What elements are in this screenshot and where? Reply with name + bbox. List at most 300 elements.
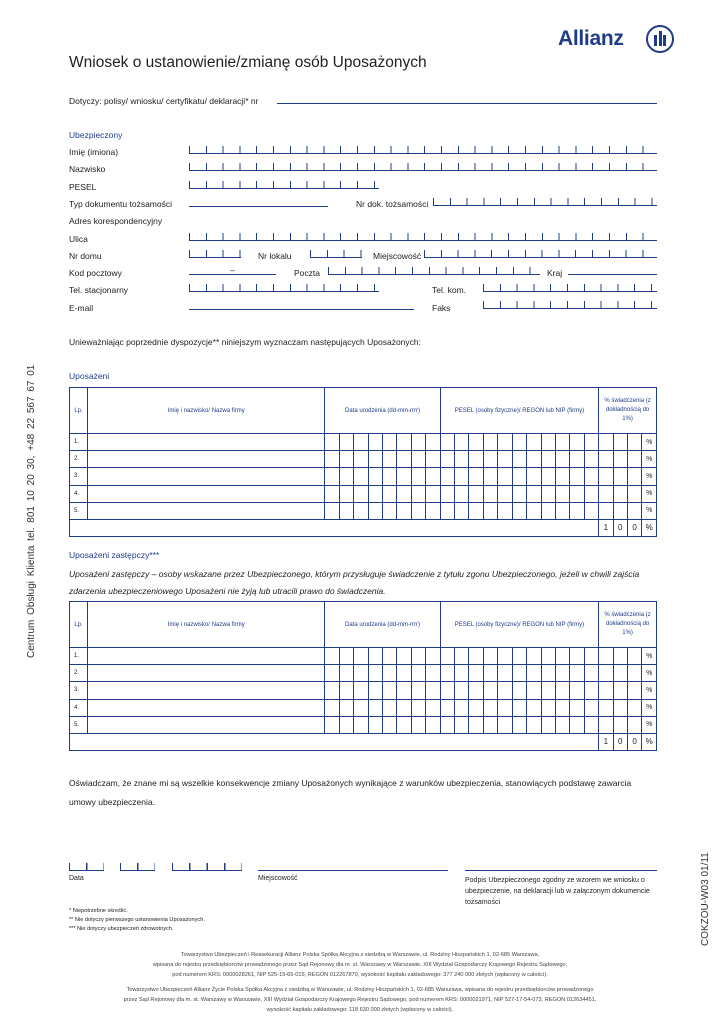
name-cell[interactable] bbox=[88, 648, 325, 665]
landline-field[interactable] bbox=[189, 284, 379, 292]
dob-digit-cell[interactable] bbox=[325, 502, 339, 519]
pesel-digit-cell[interactable] bbox=[440, 665, 454, 682]
pesel-digit-cell[interactable] bbox=[527, 682, 541, 699]
name-cell[interactable] bbox=[88, 485, 325, 502]
dob-digit-cell[interactable] bbox=[354, 502, 368, 519]
pesel-digit-cell[interactable] bbox=[541, 665, 555, 682]
pesel-digit-cell[interactable] bbox=[570, 665, 584, 682]
pesel-digit-cell[interactable] bbox=[555, 682, 569, 699]
mobile-label: Tel. kom. bbox=[432, 285, 467, 295]
pesel-digit-cell[interactable] bbox=[512, 682, 526, 699]
dob-digit-cell[interactable] bbox=[368, 434, 382, 451]
dob-digit-cell[interactable] bbox=[411, 434, 425, 451]
company-line: pod numerem KRS: 0000028261, NIP 525-15-65-015, REGON 012267870, wysokość kapitału zakładowego: 377 240 000 złotych (wpłacony w całości). bbox=[172, 972, 548, 978]
pesel-digit-cell[interactable] bbox=[512, 434, 526, 451]
pesel-digit-cell[interactable] bbox=[455, 502, 469, 519]
pesel-digit-cell[interactable] bbox=[512, 451, 526, 468]
dob-digit-cell[interactable] bbox=[411, 716, 425, 733]
dob-digit-cell[interactable] bbox=[426, 434, 440, 451]
pct-digit-cell[interactable] bbox=[627, 699, 641, 716]
dob-digit-cell[interactable] bbox=[354, 699, 368, 716]
alt-beneficiaries-heading: Uposażeni zastępczy*** bbox=[69, 550, 160, 560]
pct-digit-cell[interactable] bbox=[613, 665, 627, 682]
dob-digit-cell[interactable] bbox=[339, 682, 353, 699]
pesel-digit-cell[interactable] bbox=[541, 682, 555, 699]
pct-digit-cell[interactable] bbox=[613, 468, 627, 485]
pct-digit-cell[interactable] bbox=[627, 502, 641, 519]
dob-digit-cell[interactable] bbox=[397, 485, 411, 502]
pct-sign: % bbox=[642, 716, 657, 733]
pesel-digit-cell[interactable] bbox=[570, 434, 584, 451]
pesel-digit-cell[interactable] bbox=[455, 716, 469, 733]
row-number: 1. bbox=[70, 434, 88, 451]
dob-digit-cell[interactable] bbox=[397, 682, 411, 699]
dob-digit-cell[interactable] bbox=[325, 665, 339, 682]
place-label: Miejscowość bbox=[258, 875, 298, 882]
dob-digit-cell[interactable] bbox=[325, 699, 339, 716]
dob-digit-cell[interactable] bbox=[397, 468, 411, 485]
dob-digit-cell[interactable] bbox=[354, 451, 368, 468]
pesel-digit-cell[interactable] bbox=[455, 485, 469, 502]
pesel-digit-cell[interactable] bbox=[584, 665, 598, 682]
flat-no-label: Nr lokalu bbox=[258, 251, 292, 261]
pesel-digit-cell[interactable] bbox=[555, 468, 569, 485]
pesel-digit-cell[interactable] bbox=[483, 434, 497, 451]
pesel-digit-cell[interactable] bbox=[584, 502, 598, 519]
pesel-digit-cell[interactable] bbox=[469, 502, 483, 519]
pesel-digit-cell[interactable] bbox=[469, 434, 483, 451]
pesel-digit-cell[interactable] bbox=[570, 716, 584, 733]
logo-wordmark: Allianz bbox=[558, 27, 624, 50]
house-no-label: Nr domu bbox=[69, 251, 102, 261]
pct-sign: % bbox=[642, 468, 657, 485]
dob-digit-cell[interactable] bbox=[383, 502, 397, 519]
pesel-digit-cell[interactable] bbox=[570, 468, 584, 485]
pct-digit-cell[interactable] bbox=[599, 502, 613, 519]
name-cell[interactable] bbox=[88, 434, 325, 451]
pct-digit-cell[interactable] bbox=[627, 665, 641, 682]
pesel-digit-cell[interactable] bbox=[555, 716, 569, 733]
pct-digit-cell[interactable] bbox=[613, 434, 627, 451]
pesel-digit-cell[interactable] bbox=[555, 485, 569, 502]
dob-digit-cell[interactable] bbox=[411, 648, 425, 665]
dob-digit-cell[interactable] bbox=[368, 716, 382, 733]
pesel-digit-cell[interactable] bbox=[483, 451, 497, 468]
company-line: Towarzystwo Ubezpieczeń Allianz Życie Polska Spółka Akcyjna z siedzibą w Warszawie, ul. Rodziny Hiszpańskich 1, 02-685 Warszawa, wpisana do rejestru przedsiębiorców prowadzonego bbox=[126, 987, 594, 993]
pesel-digit-cell[interactable] bbox=[440, 699, 454, 716]
pesel-digit-cell[interactable] bbox=[512, 468, 526, 485]
date-label: Data bbox=[69, 875, 84, 882]
pesel-digit-cell[interactable] bbox=[512, 502, 526, 519]
pesel-digit-cell[interactable] bbox=[455, 699, 469, 716]
policy-label: Dotyczy: polisy/ wniosku/ certyfikatu/ deklaracji* nr bbox=[69, 96, 259, 106]
post-office-label: Poczta bbox=[294, 268, 320, 278]
pesel-digit-cell[interactable] bbox=[527, 434, 541, 451]
company-line: Towarzystwo Ubezpieczeń i Reasekuracji Allianz Polska Spółka Akcyjna z siedzibą w Warszawie, ul. Rodziny Hiszpańskich 1, 02-685 Warszawa, bbox=[180, 952, 540, 958]
table-row bbox=[70, 434, 657, 451]
company-line: wysokość kapitału zakładowego: 118 630 000 złotych (wpłacony w całości). bbox=[266, 1007, 454, 1013]
alt-beneficiaries-table bbox=[69, 601, 657, 751]
dob-digit-cell[interactable] bbox=[368, 502, 382, 519]
pct-digit-cell[interactable] bbox=[599, 699, 613, 716]
dob-digit-cell[interactable] bbox=[426, 716, 440, 733]
pesel-digit-cell[interactable] bbox=[498, 451, 512, 468]
dob-digit-cell[interactable] bbox=[354, 648, 368, 665]
pct-digit-cell[interactable] bbox=[613, 502, 627, 519]
dob-digit-cell[interactable] bbox=[426, 468, 440, 485]
id-type-field[interactable] bbox=[189, 206, 328, 207]
pesel-digit-cell[interactable] bbox=[512, 648, 526, 665]
pct-digit-cell[interactable] bbox=[613, 716, 627, 733]
dob-digit-cell[interactable] bbox=[426, 485, 440, 502]
pesel-digit-cell[interactable] bbox=[584, 468, 598, 485]
pesel-digit-cell[interactable] bbox=[469, 665, 483, 682]
pesel-digit-cell[interactable] bbox=[498, 682, 512, 699]
pct-digit-cell[interactable] bbox=[599, 682, 613, 699]
date-month-field[interactable] bbox=[120, 863, 155, 871]
dob-digit-cell[interactable] bbox=[411, 485, 425, 502]
pesel-digit-cell[interactable] bbox=[440, 451, 454, 468]
street-field[interactable] bbox=[189, 233, 657, 241]
pesel-digit-cell[interactable] bbox=[498, 434, 512, 451]
pesel-digit-cell[interactable] bbox=[527, 451, 541, 468]
pesel-digit-cell[interactable] bbox=[483, 502, 497, 519]
pesel-digit-cell[interactable] bbox=[483, 648, 497, 665]
pesel-digit-cell[interactable] bbox=[455, 468, 469, 485]
pesel-digit-cell[interactable] bbox=[541, 716, 555, 733]
id-number-field[interactable] bbox=[433, 198, 657, 206]
name-cell[interactable] bbox=[88, 699, 325, 716]
pesel-digit-cell[interactable] bbox=[498, 468, 512, 485]
pesel-digit-cell[interactable] bbox=[555, 434, 569, 451]
pesel-digit-cell[interactable] bbox=[570, 648, 584, 665]
dob-digit-cell[interactable] bbox=[339, 485, 353, 502]
pesel-digit-cell[interactable] bbox=[570, 699, 584, 716]
header-lp: Lp. bbox=[70, 602, 88, 648]
dob-digit-cell[interactable] bbox=[383, 699, 397, 716]
pesel-digit-cell[interactable] bbox=[440, 485, 454, 502]
pesel-digit-cell[interactable] bbox=[512, 699, 526, 716]
dob-digit-cell[interactable] bbox=[354, 682, 368, 699]
pesel-digit-cell[interactable] bbox=[455, 648, 469, 665]
dob-digit-cell[interactable] bbox=[383, 682, 397, 699]
pesel-digit-cell[interactable] bbox=[455, 665, 469, 682]
pesel-digit-cell[interactable] bbox=[498, 716, 512, 733]
pesel-digit-cell[interactable] bbox=[498, 485, 512, 502]
dob-digit-cell[interactable] bbox=[354, 716, 368, 733]
dob-digit-cell[interactable] bbox=[339, 434, 353, 451]
page-title: Wniosek o ustanowienie/zmianę osób Uposażonych bbox=[69, 54, 427, 71]
fax-label: Faks bbox=[432, 303, 451, 313]
country-field[interactable] bbox=[568, 274, 657, 275]
footnote-3: *** Nie dotyczy ubezpieczeń zdrowotnych. bbox=[69, 926, 174, 932]
pesel-digit-cell[interactable] bbox=[541, 699, 555, 716]
dob-digit-cell[interactable] bbox=[411, 665, 425, 682]
dob-digit-cell[interactable] bbox=[339, 665, 353, 682]
date-year-field[interactable] bbox=[172, 863, 242, 871]
pesel-digit-cell[interactable] bbox=[570, 502, 584, 519]
pesel-digit-cell[interactable] bbox=[498, 699, 512, 716]
pesel-digit-cell[interactable] bbox=[555, 699, 569, 716]
pesel-digit-cell[interactable] bbox=[512, 716, 526, 733]
pesel-field[interactable] bbox=[189, 181, 379, 189]
name-cell[interactable] bbox=[88, 468, 325, 485]
first-name-label: Imię (imiona) bbox=[69, 147, 119, 157]
dob-digit-cell[interactable] bbox=[368, 451, 382, 468]
table-row bbox=[70, 648, 657, 665]
dob-digit-cell[interactable] bbox=[411, 699, 425, 716]
place-field[interactable] bbox=[258, 870, 448, 871]
pesel-digit-cell[interactable] bbox=[527, 716, 541, 733]
dob-digit-cell[interactable] bbox=[325, 716, 339, 733]
dob-digit-cell[interactable] bbox=[368, 665, 382, 682]
pesel-digit-cell[interactable] bbox=[455, 682, 469, 699]
city-field[interactable] bbox=[424, 250, 657, 258]
total-digit: 0 bbox=[613, 733, 627, 750]
header-pct: % świadczenia (z dokładnością do 1%) bbox=[599, 602, 657, 648]
dob-digit-cell[interactable] bbox=[339, 699, 353, 716]
pesel-digit-cell[interactable] bbox=[440, 648, 454, 665]
pesel-digit-cell[interactable] bbox=[584, 648, 598, 665]
pct-digit-cell[interactable] bbox=[627, 451, 641, 468]
pct-digit-cell[interactable] bbox=[627, 648, 641, 665]
dob-digit-cell[interactable] bbox=[368, 682, 382, 699]
house-no-field[interactable] bbox=[189, 250, 241, 258]
dob-digit-cell[interactable] bbox=[368, 485, 382, 502]
pesel-digit-cell[interactable] bbox=[527, 502, 541, 519]
dob-digit-cell[interactable] bbox=[426, 699, 440, 716]
name-cell[interactable] bbox=[88, 451, 325, 468]
dob-digit-cell[interactable] bbox=[339, 648, 353, 665]
pct-digit-cell[interactable] bbox=[627, 682, 641, 699]
dob-digit-cell[interactable] bbox=[383, 665, 397, 682]
header-pct: % świadczenia (z dokładnością do 1%) bbox=[599, 388, 657, 434]
pct-digit-cell[interactable] bbox=[613, 699, 627, 716]
dob-digit-cell[interactable] bbox=[383, 451, 397, 468]
pesel-digit-cell[interactable] bbox=[541, 451, 555, 468]
dob-digit-cell[interactable] bbox=[383, 485, 397, 502]
pesel-digit-cell[interactable] bbox=[469, 468, 483, 485]
total-pct-sign: % bbox=[642, 519, 657, 536]
dob-digit-cell[interactable] bbox=[411, 682, 425, 699]
pesel-digit-cell[interactable] bbox=[555, 648, 569, 665]
first-name-field[interactable] bbox=[189, 146, 657, 154]
pct-digit-cell[interactable] bbox=[599, 451, 613, 468]
row-number: 4. bbox=[70, 485, 88, 502]
pesel-digit-cell[interactable] bbox=[498, 665, 512, 682]
dob-digit-cell[interactable] bbox=[411, 468, 425, 485]
dob-digit-cell[interactable] bbox=[426, 665, 440, 682]
declaration-text: Oświadczam, że znane mi są wszelkie konsekwencje zmiany Uposażonych wynikające z warunków ubezpieczenia, stanowiących podstawę zawarcia umowy ubezpieczenia. bbox=[69, 778, 632, 807]
header-pesel: PESEL (osoby fizyczne)/ REGON lub NIP (firmy) bbox=[440, 602, 598, 648]
pct-digit-cell[interactable] bbox=[627, 468, 641, 485]
pesel-digit-cell[interactable] bbox=[541, 485, 555, 502]
dob-digit-cell[interactable] bbox=[325, 451, 339, 468]
footnote-1: * Niepotrzebne skreślić. bbox=[69, 908, 128, 914]
pesel-digit-cell[interactable] bbox=[483, 468, 497, 485]
dob-digit-cell[interactable] bbox=[383, 716, 397, 733]
pesel-digit-cell[interactable] bbox=[527, 648, 541, 665]
dob-digit-cell[interactable] bbox=[397, 648, 411, 665]
total-pct-sign: % bbox=[642, 733, 657, 750]
name-cell[interactable] bbox=[88, 665, 325, 682]
dob-digit-cell[interactable] bbox=[339, 502, 353, 519]
pesel-digit-cell[interactable] bbox=[469, 451, 483, 468]
name-cell[interactable] bbox=[88, 682, 325, 699]
pesel-digit-cell[interactable] bbox=[570, 682, 584, 699]
id-type-label: Typ dokumentu tożsamości bbox=[69, 199, 172, 209]
pesel-digit-cell[interactable] bbox=[512, 485, 526, 502]
dob-digit-cell[interactable] bbox=[397, 451, 411, 468]
pesel-digit-cell[interactable] bbox=[440, 682, 454, 699]
dob-digit-cell[interactable] bbox=[397, 699, 411, 716]
pesel-digit-cell[interactable] bbox=[469, 699, 483, 716]
dob-digit-cell[interactable] bbox=[339, 468, 353, 485]
dob-digit-cell[interactable] bbox=[426, 648, 440, 665]
pesel-digit-cell[interactable] bbox=[584, 716, 598, 733]
pct-digit-cell[interactable] bbox=[613, 682, 627, 699]
pct-digit-cell[interactable] bbox=[599, 716, 613, 733]
name-cell[interactable] bbox=[88, 502, 325, 519]
pesel-digit-cell[interactable] bbox=[469, 682, 483, 699]
dob-digit-cell[interactable] bbox=[411, 502, 425, 519]
pesel-digit-cell[interactable] bbox=[512, 665, 526, 682]
pesel-digit-cell[interactable] bbox=[527, 468, 541, 485]
dob-digit-cell[interactable] bbox=[325, 682, 339, 699]
cancel-statement: Unieważniając poprzednie dyspozycje** niniejszym wyznaczam następujących Uposażonych: bbox=[69, 337, 421, 347]
pesel-digit-cell[interactable] bbox=[584, 434, 598, 451]
pct-digit-cell[interactable] bbox=[613, 451, 627, 468]
pesel-digit-cell[interactable] bbox=[483, 682, 497, 699]
dob-digit-cell[interactable] bbox=[397, 502, 411, 519]
pesel-digit-cell[interactable] bbox=[555, 451, 569, 468]
pesel-digit-cell[interactable] bbox=[469, 485, 483, 502]
header-lp: Lp. bbox=[70, 388, 88, 434]
pct-digit-cell[interactable] bbox=[627, 485, 641, 502]
flat-no-field[interactable] bbox=[310, 250, 362, 258]
dob-digit-cell[interactable] bbox=[354, 434, 368, 451]
table-row bbox=[70, 699, 657, 716]
pct-digit-cell[interactable] bbox=[613, 485, 627, 502]
pesel-digit-cell[interactable] bbox=[584, 699, 598, 716]
pesel-digit-cell[interactable] bbox=[584, 451, 598, 468]
pct-digit-cell[interactable] bbox=[599, 468, 613, 485]
pesel-digit-cell[interactable] bbox=[483, 699, 497, 716]
post-office-field[interactable] bbox=[328, 267, 540, 275]
pesel-digit-cell[interactable] bbox=[483, 485, 497, 502]
pct-digit-cell[interactable] bbox=[599, 485, 613, 502]
pesel-digit-cell[interactable] bbox=[483, 665, 497, 682]
pesel-digit-cell[interactable] bbox=[455, 451, 469, 468]
dob-digit-cell[interactable] bbox=[325, 434, 339, 451]
insured-heading: Ubezpieczony bbox=[69, 130, 123, 140]
pct-sign: % bbox=[642, 485, 657, 502]
dob-digit-cell[interactable] bbox=[383, 468, 397, 485]
dob-digit-cell[interactable] bbox=[426, 502, 440, 519]
dob-digit-cell[interactable] bbox=[426, 451, 440, 468]
pct-sign: % bbox=[642, 665, 657, 682]
pct-digit-cell[interactable] bbox=[627, 434, 641, 451]
mobile-field[interactable] bbox=[483, 284, 657, 292]
pesel-digit-cell[interactable] bbox=[498, 502, 512, 519]
pesel-digit-cell[interactable] bbox=[440, 502, 454, 519]
dob-digit-cell[interactable] bbox=[325, 468, 339, 485]
pesel-digit-cell[interactable] bbox=[527, 665, 541, 682]
pct-digit-cell[interactable] bbox=[613, 648, 627, 665]
pesel-digit-cell[interactable] bbox=[584, 485, 598, 502]
pesel-digit-cell[interactable] bbox=[541, 468, 555, 485]
total-spacer bbox=[70, 519, 599, 536]
dob-digit-cell[interactable] bbox=[397, 665, 411, 682]
dob-digit-cell[interactable] bbox=[368, 468, 382, 485]
date-day-field[interactable] bbox=[69, 863, 104, 871]
company-line: wpisana do rejestru przedsiębiorców prowadzonego przez Sąd Rejonowy dla m. st. Warszawy w Warszawie, XIII Wydział Gospodarczy Krajowego Rejestru Sądowego, bbox=[152, 962, 568, 968]
name-cell[interactable] bbox=[88, 716, 325, 733]
pesel-digit-cell[interactable] bbox=[498, 648, 512, 665]
dob-digit-cell[interactable] bbox=[325, 485, 339, 502]
dob-digit-cell[interactable] bbox=[325, 648, 339, 665]
dob-digit-cell[interactable] bbox=[397, 434, 411, 451]
pesel-digit-cell[interactable] bbox=[555, 502, 569, 519]
dob-digit-cell[interactable] bbox=[411, 451, 425, 468]
pct-digit-cell[interactable] bbox=[599, 665, 613, 682]
pesel-digit-cell[interactable] bbox=[440, 468, 454, 485]
dob-digit-cell[interactable] bbox=[397, 716, 411, 733]
row-number: 4. bbox=[70, 699, 88, 716]
dob-digit-cell[interactable] bbox=[368, 648, 382, 665]
pesel-digit-cell[interactable] bbox=[541, 434, 555, 451]
policy-number-field[interactable] bbox=[277, 103, 657, 104]
pesel-digit-cell[interactable] bbox=[541, 502, 555, 519]
pct-sign: % bbox=[642, 648, 657, 665]
pesel-digit-cell[interactable] bbox=[440, 716, 454, 733]
pct-digit-cell[interactable] bbox=[627, 716, 641, 733]
pesel-digit-cell[interactable] bbox=[555, 665, 569, 682]
total-digit: 0 bbox=[627, 733, 641, 750]
pesel-digit-cell[interactable] bbox=[570, 451, 584, 468]
pesel-digit-cell[interactable] bbox=[541, 648, 555, 665]
pct-digit-cell[interactable] bbox=[599, 434, 613, 451]
row-number: 2. bbox=[70, 665, 88, 682]
pct-sign: % bbox=[642, 699, 657, 716]
pesel-digit-cell[interactable] bbox=[527, 699, 541, 716]
last-name-field[interactable] bbox=[189, 163, 657, 171]
pesel-digit-cell[interactable] bbox=[455, 434, 469, 451]
pesel-digit-cell[interactable] bbox=[469, 648, 483, 665]
email-field[interactable] bbox=[189, 309, 414, 310]
dob-digit-cell[interactable] bbox=[339, 451, 353, 468]
pesel-digit-cell[interactable] bbox=[584, 682, 598, 699]
dob-digit-cell[interactable] bbox=[354, 485, 368, 502]
dob-digit-cell[interactable] bbox=[339, 716, 353, 733]
dob-digit-cell[interactable] bbox=[354, 468, 368, 485]
fax-field[interactable] bbox=[483, 301, 657, 309]
pesel-digit-cell[interactable] bbox=[570, 485, 584, 502]
dob-digit-cell[interactable] bbox=[383, 648, 397, 665]
dob-digit-cell[interactable] bbox=[368, 699, 382, 716]
pesel-digit-cell[interactable] bbox=[483, 716, 497, 733]
dob-digit-cell[interactable] bbox=[383, 434, 397, 451]
total-digit: 0 bbox=[613, 519, 627, 536]
pesel-digit-cell[interactable] bbox=[440, 434, 454, 451]
pct-digit-cell[interactable] bbox=[599, 648, 613, 665]
pesel-digit-cell[interactable] bbox=[527, 485, 541, 502]
dob-digit-cell[interactable] bbox=[354, 665, 368, 682]
row-number: 1. bbox=[70, 648, 88, 665]
pesel-digit-cell[interactable] bbox=[469, 716, 483, 733]
signature-field[interactable] bbox=[465, 870, 657, 871]
dob-digit-cell[interactable] bbox=[426, 682, 440, 699]
